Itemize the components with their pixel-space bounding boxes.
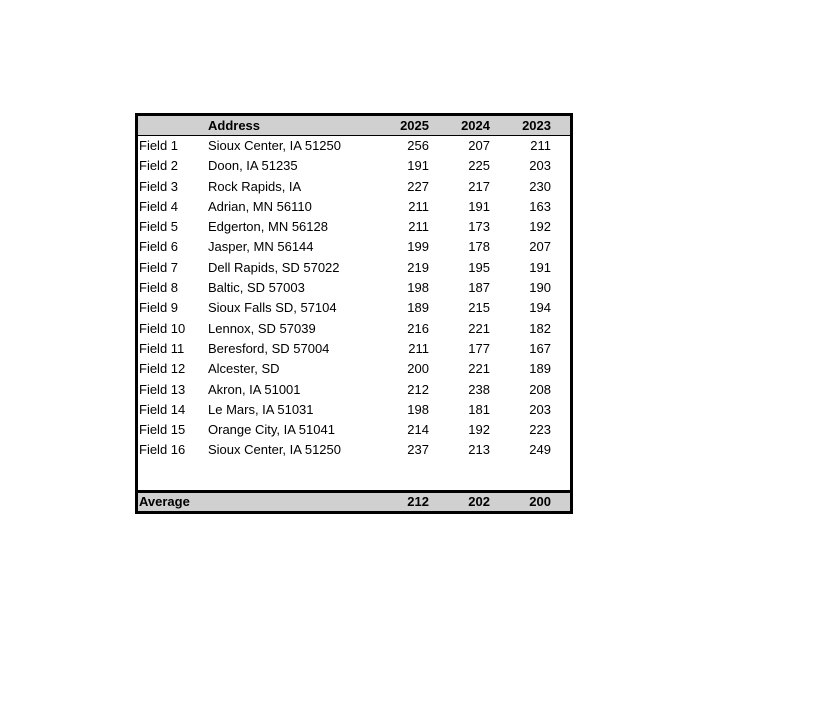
value-2025-cell[interactable]: 227 (407, 178, 429, 194)
table-row (138, 258, 570, 278)
value-2024-cell[interactable]: 213 (468, 442, 490, 458)
value-2023-cell[interactable]: 249 (529, 442, 551, 458)
value-2023-cell[interactable]: 163 (529, 198, 551, 214)
field-cell[interactable]: Field 14 (139, 401, 186, 417)
table-row (138, 319, 570, 339)
average-address-cell[interactable] (208, 493, 386, 511)
average-2023[interactable]: 200 (529, 493, 551, 509)
field-cell[interactable]: Field 4 (139, 198, 179, 214)
header-field[interactable] (138, 116, 208, 135)
value-2023-cell[interactable]: 223 (529, 422, 551, 438)
field-cell[interactable]: Field 8 (139, 280, 179, 296)
value-2025-cell[interactable]: 214 (407, 422, 429, 438)
value-2023-cell[interactable]: 203 (529, 401, 551, 417)
header-2023[interactable]: 2023 (522, 118, 551, 133)
value-2024-cell[interactable]: 187 (468, 280, 490, 296)
table-row (138, 197, 570, 217)
table-row (138, 420, 570, 440)
address-cell[interactable]: Beresford, SD 57004 (208, 340, 330, 356)
header-address[interactable]: Address (208, 118, 261, 133)
address-cell[interactable]: Sioux Falls SD, 57104 (208, 300, 337, 316)
field-cell[interactable]: Field 6 (139, 239, 179, 255)
value-2025-cell[interactable]: 211 (408, 340, 429, 356)
value-2024-cell[interactable]: 177 (468, 340, 490, 356)
field-cell[interactable]: Field 16 (139, 442, 186, 458)
address-cell[interactable]: Doon, IA 51235 (208, 158, 298, 174)
value-2025-cell[interactable]: 189 (407, 300, 429, 316)
table-body (138, 136, 570, 461)
address-cell[interactable]: Sioux Center, IA 51250 (208, 138, 341, 153)
value-2025-cell[interactable]: 219 (407, 259, 429, 275)
value-2025-cell[interactable]: 216 (407, 320, 429, 336)
table-row (138, 359, 570, 379)
table-row (138, 156, 570, 176)
value-2024-cell[interactable]: 221 (468, 320, 490, 336)
value-2023-cell[interactable]: 192 (529, 219, 551, 235)
value-2023-cell[interactable]: 189 (529, 361, 551, 377)
address-cell[interactable]: Akron, IA 51001 (208, 381, 301, 397)
value-2023-cell[interactable]: 207 (529, 239, 551, 255)
field-cell[interactable]: Field 5 (139, 219, 179, 235)
table-row (138, 217, 570, 237)
yield-table (135, 113, 573, 514)
value-2025-cell[interactable]: 200 (407, 361, 429, 377)
field-cell[interactable]: Field 15 (139, 422, 186, 438)
table-row (138, 298, 570, 318)
table-row (138, 440, 570, 460)
value-2025-cell[interactable]: 191 (407, 158, 429, 174)
field-cell[interactable]: Field 10 (139, 320, 186, 336)
address-cell[interactable]: Baltic, SD 57003 (208, 280, 305, 296)
field-cell[interactable]: Field 2 (139, 158, 179, 174)
value-2023-cell[interactable]: 194 (529, 300, 551, 316)
average-row (138, 490, 570, 511)
value-2024-cell[interactable]: 225 (468, 158, 490, 174)
value-2024-cell[interactable]: 238 (468, 381, 490, 397)
field-cell[interactable]: Field 1 (139, 138, 179, 153)
value-2023-cell[interactable]: 208 (529, 381, 551, 397)
value-2024-cell[interactable]: 173 (468, 219, 490, 235)
value-2023-cell[interactable]: 167 (529, 340, 551, 356)
address-cell[interactable]: Jasper, MN 56144 (208, 239, 314, 255)
field-cell[interactable]: Field 11 (139, 340, 185, 356)
value-2024-cell[interactable]: 181 (468, 401, 490, 417)
address-cell[interactable]: Lennox, SD 57039 (208, 320, 316, 336)
value-2024-cell[interactable]: 192 (468, 422, 490, 438)
address-cell[interactable]: Dell Rapids, SD 57022 (208, 259, 340, 275)
value-2023-cell[interactable]: 190 (529, 280, 551, 296)
value-2024-cell[interactable]: 207 (468, 138, 490, 153)
table-row (138, 339, 570, 359)
address-cell[interactable]: Rock Rapids, IA (208, 178, 302, 194)
address-cell[interactable]: Sioux Center, IA 51250 (208, 442, 341, 458)
value-2025-cell[interactable]: 198 (407, 280, 429, 296)
average-label[interactable]: Average (139, 493, 190, 509)
value-2025-cell[interactable]: 237 (407, 442, 429, 458)
value-2023-cell[interactable]: 211 (530, 138, 551, 153)
value-2024-cell[interactable]: 178 (468, 239, 490, 255)
value-2025-cell[interactable]: 211 (408, 198, 429, 214)
value-2024-cell[interactable]: 195 (468, 259, 490, 275)
field-cell[interactable]: Field 7 (139, 259, 179, 275)
value-2025-cell[interactable]: 256 (407, 138, 429, 153)
address-cell[interactable]: Le Mars, IA 51031 (208, 401, 314, 417)
header-2024[interactable]: 2024 (461, 118, 490, 133)
field-cell[interactable]: Field 13 (139, 381, 186, 397)
value-2025-cell[interactable]: 199 (407, 239, 429, 255)
address-cell[interactable]: Orange City, IA 51041 (208, 422, 335, 438)
field-cell[interactable]: Field 9 (139, 300, 179, 316)
address-cell[interactable]: Alcester, SD (208, 361, 280, 377)
field-cell[interactable]: Field 12 (139, 361, 186, 377)
value-2024-cell[interactable]: 215 (468, 300, 490, 316)
value-2025-cell[interactable]: 212 (407, 381, 429, 397)
average-2024[interactable]: 202 (468, 493, 490, 509)
address-cell[interactable]: Adrian, MN 56110 (208, 198, 312, 214)
field-cell[interactable]: Field 3 (139, 178, 179, 194)
value-2024-cell[interactable]: 217 (468, 178, 490, 194)
average-2025[interactable]: 212 (407, 493, 429, 509)
value-2023-cell[interactable]: 203 (529, 158, 551, 174)
table-row (138, 237, 570, 257)
value-2024-cell[interactable]: 191 (468, 198, 490, 214)
header-2025[interactable]: 2025 (400, 118, 429, 133)
value-2025-cell[interactable]: 198 (407, 401, 429, 417)
table-row (138, 400, 570, 420)
blank-row[interactable] (138, 461, 570, 490)
address-cell[interactable]: Edgerton, MN 56128 (208, 219, 328, 235)
value-2025-cell[interactable]: 211 (408, 219, 429, 235)
value-2023-cell[interactable]: 191 (529, 259, 551, 275)
table-row (138, 278, 570, 298)
table-header-row (138, 116, 570, 136)
value-2024-cell[interactable]: 221 (468, 361, 490, 377)
table-row (138, 177, 570, 197)
table-row (138, 380, 570, 400)
value-2023-cell[interactable]: 230 (529, 178, 551, 194)
table-row (138, 136, 570, 156)
value-2023-cell[interactable]: 182 (529, 320, 551, 336)
